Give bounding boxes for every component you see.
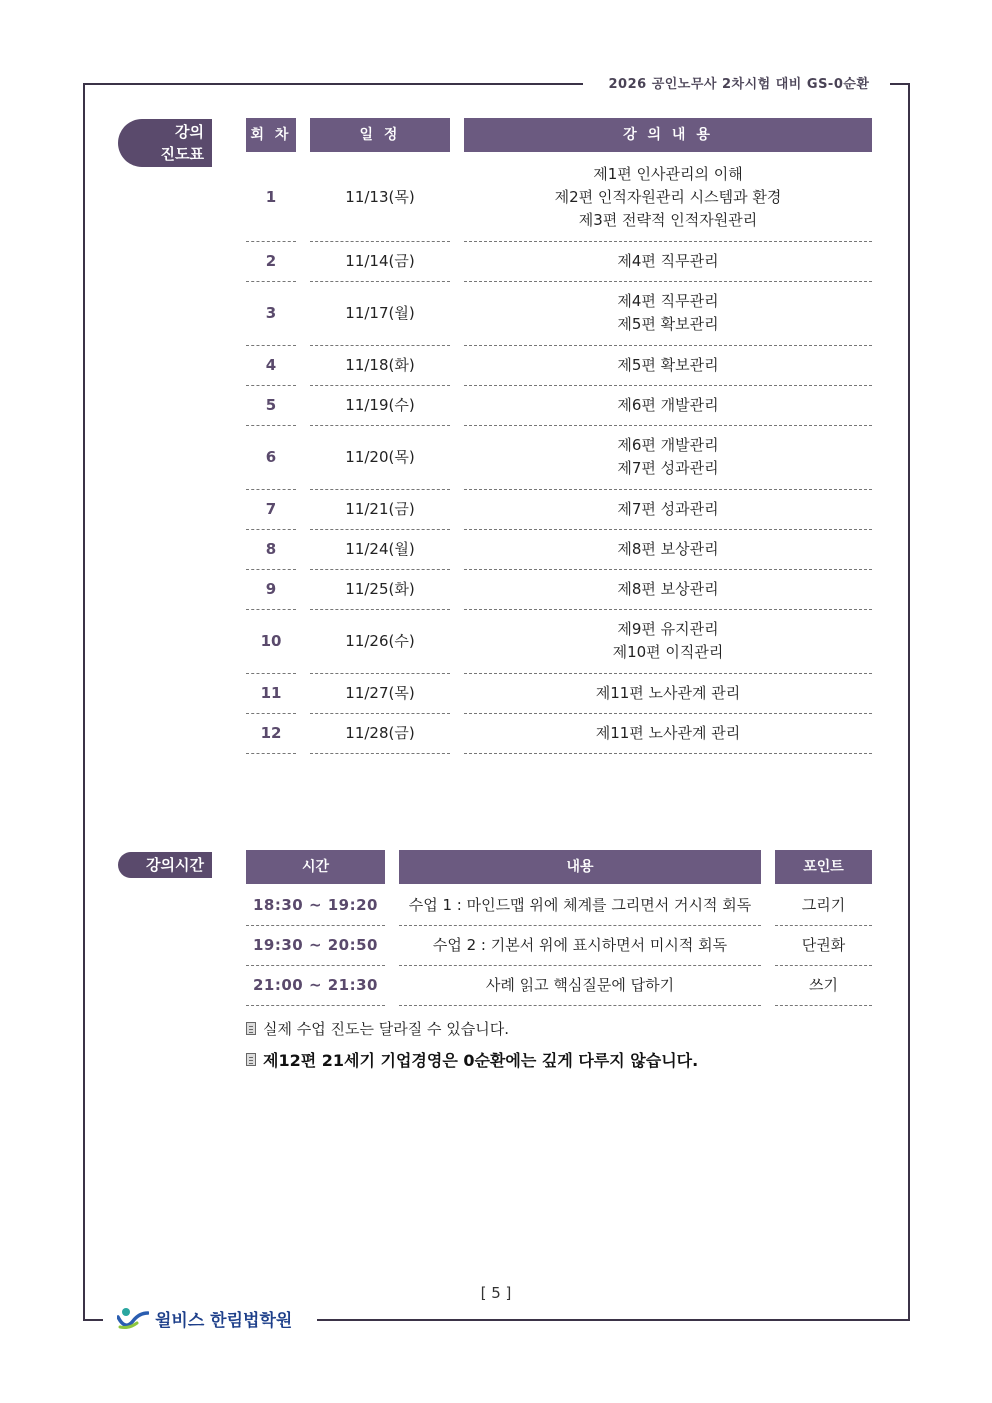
- schedule-content-line: 제6편 개발관리: [617, 436, 719, 454]
- note-2-text: 제12편 21세기 기업경영은 0순환에는 깊게 다루지 않습니다.: [263, 1051, 699, 1070]
- class-point: 단권화: [801, 935, 846, 954]
- note-1-text: 실제 수업 진도는 달라질 수 있습니다.: [263, 1020, 509, 1038]
- schedule-content-line: 제3편 전략적 인적자원관리: [578, 210, 758, 229]
- schedule-date: 11/20(목): [345, 447, 415, 466]
- schedule-content-line: 제4편 직무관리: [617, 292, 719, 310]
- schedule-content-line: 제8편 보상관리: [617, 539, 719, 558]
- col-header-class-content: 내용: [399, 850, 761, 884]
- row-divider: [246, 753, 296, 754]
- schedule-date: 11/19(수): [345, 395, 415, 414]
- row-divider: [464, 753, 872, 754]
- schedule-round: 12: [260, 723, 282, 742]
- col-header-date: 일 정: [310, 118, 450, 152]
- schedule-content-line: 제5편 확보관리: [617, 315, 719, 333]
- schedule-date: 11/28(금): [345, 723, 415, 742]
- schedule-content-line: 제11편 노사관계 관리: [595, 723, 741, 742]
- class-content: 사례 읽고 핵심질문에 답하기: [485, 975, 675, 994]
- schedule-content: [464, 713, 872, 753]
- schedule-content: [464, 529, 872, 569]
- schedule-content-line: 제10편 이직관리: [612, 643, 724, 661]
- row-divider: [775, 1005, 872, 1006]
- class-time-tag: 강의시간: [118, 852, 212, 878]
- schedule-content: [464, 609, 872, 673]
- header-title: 2026 공인노무사 2차시험 대비 GS-0순환: [608, 77, 870, 92]
- schedule-date: 11/25(화): [345, 579, 415, 598]
- class-time: 21:00 ~ 21:30: [252, 975, 378, 994]
- class-time: 18:30 ~ 19:20: [252, 895, 378, 914]
- schedule-round: 8: [265, 539, 277, 558]
- schedule-content-line: 제1편 인사관리의 이해: [593, 164, 743, 183]
- schedule-round: 10: [260, 631, 282, 650]
- schedule-content-line: 제2편 인적자원관리 시스템과 환경: [554, 187, 782, 206]
- willbis-logo-icon: [117, 1307, 149, 1331]
- schedule-round: 3: [265, 303, 277, 322]
- schedule-date: 11/26(수): [345, 631, 415, 650]
- schedule-content: [464, 569, 872, 609]
- schedule-content-line: 제5편 확보관리: [617, 355, 719, 374]
- document-icon: [246, 1053, 256, 1066]
- schedule-date: 11/27(목): [345, 683, 415, 702]
- schedule-round: 4: [265, 355, 277, 374]
- schedule-content-line: 제7편 성과관리: [617, 499, 719, 518]
- schedule-content: [464, 425, 872, 489]
- schedule-date: 11/24(월): [345, 539, 415, 558]
- schedule-round: 7: [265, 499, 277, 518]
- row-divider: [399, 1005, 761, 1006]
- schedule-content: [464, 281, 872, 345]
- class-point: 쓰기: [809, 975, 838, 994]
- schedule-round: 2: [265, 251, 277, 270]
- schedule-round: 5: [265, 395, 277, 414]
- class-content: 수업 1 : 마인드맵 위에 체계를 그리면서 거시적 회독: [408, 895, 752, 914]
- schedule-content-line: 제7편 성과관리: [617, 459, 719, 477]
- frame-top-line: [83, 83, 583, 85]
- row-divider: [310, 753, 450, 754]
- schedule-date: 11/13(목): [345, 187, 415, 206]
- class-time: 19:30 ~ 20:50: [252, 935, 378, 954]
- schedule-round: 1: [265, 187, 277, 206]
- col-header-round: 회 차: [246, 118, 296, 152]
- schedule-round: 11: [260, 683, 282, 702]
- col-header-point: 포인트: [775, 850, 872, 884]
- schedule-round: 9: [265, 579, 277, 598]
- schedule-round: 6: [265, 447, 277, 466]
- frame-right-line: [908, 83, 910, 1320]
- schedule-content-line: 제11편 노사관계 관리: [595, 683, 741, 702]
- col-header-content: 강 의 내 용: [464, 118, 872, 152]
- note-1: [246, 1018, 509, 1039]
- schedule-tag-line2: 진도표: [160, 145, 204, 163]
- frame-left-line: [83, 83, 85, 1320]
- schedule-tag-line1: 강의: [175, 123, 204, 141]
- col-header-time: 시간: [246, 850, 385, 884]
- schedule-date: 11/14(금): [345, 251, 415, 270]
- schedule-content-line: 제8편 보상관리: [617, 579, 719, 598]
- frame-bottom-line: [317, 1319, 910, 1321]
- schedule-content: [464, 489, 872, 529]
- schedule-content-line: 제4편 직무관리: [617, 251, 719, 270]
- frame-bottom-line-left: [83, 1319, 103, 1321]
- document-icon: [246, 1022, 256, 1035]
- class-point: 그리기: [801, 895, 846, 914]
- schedule-date: 11/18(화): [345, 355, 415, 374]
- schedule-content: [464, 241, 872, 281]
- schedule-content: [464, 153, 872, 241]
- schedule-date: 11/17(월): [345, 303, 415, 322]
- schedule-date: 11/21(금): [345, 499, 415, 518]
- row-divider: [246, 1005, 385, 1006]
- class-content: 수업 2 : 기본서 위에 표시하면서 미시적 회독: [432, 935, 728, 954]
- schedule-content: [464, 345, 872, 385]
- schedule-tag: [118, 119, 212, 167]
- logo-text: 윌비스 한림법학원: [155, 1311, 293, 1331]
- page-number: [ 5 ]: [480, 1284, 512, 1302]
- note-2: [246, 1048, 698, 1071]
- schedule-content-line: 제9편 유지관리: [617, 620, 719, 638]
- schedule-content: [464, 385, 872, 425]
- frame-top-line-right: [890, 83, 910, 85]
- schedule-content-line: 제6편 개발관리: [617, 395, 719, 414]
- schedule-content: [464, 673, 872, 713]
- footer-logo: [117, 1306, 292, 1331]
